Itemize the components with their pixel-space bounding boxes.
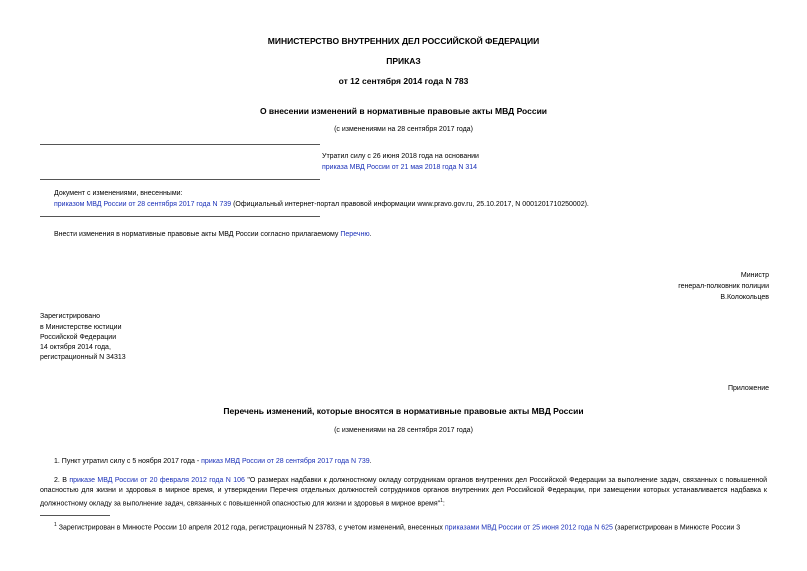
registration-line: в Министерстве юстиции (40, 324, 122, 331)
changes-line (54, 200, 589, 210)
signature-rank: генерал-полковник полиции (678, 283, 769, 290)
registration-line: Российской Федерации (40, 334, 117, 341)
document-date-number: от 12 сентября 2014 года N 783 (338, 76, 469, 86)
item-2-text: "О размерах надбавки к должностному окладу сотрудникам органов внутренних дел Российской Федерации за выполнение задач, связанных с повышенной опасностью для жизни и здоровья в мирное время, и утверждении Перечня отдельных должностей сотрудников органов внутренних дел Российской Федерации, при замещении которых устанавливается надбавка к должностному окладу за выполнение задач, связанных с повышенной опасностью для жизни и здоровья в мирное время" (40, 477, 767, 508)
repeal-order-link[interactable]: приказа МВД России от 21 мая 2018 года N 314 (322, 164, 478, 171)
divider (40, 179, 320, 180)
item-1-end: . (369, 458, 372, 465)
footnote-mark: 1 (54, 522, 57, 528)
registration-line: Зарегистрировано (40, 313, 100, 320)
appendix-label: Приложение (727, 385, 769, 392)
list-item-1 (54, 457, 372, 467)
item-2-link[interactable]: приказе МВД России от 20 февраля 2012 года N 106 (69, 477, 245, 484)
item-1-text: 1. Пункт утратил силу с 5 ноября 2017 года - (54, 458, 202, 465)
footnote (54, 520, 740, 533)
list-link[interactable]: Перечню (340, 231, 370, 238)
item-2-num: 2. В (54, 477, 70, 484)
amending-order-link[interactable]: приказом МВД России от 28 сентября 2017 года N 739 (54, 201, 232, 208)
item-1-link[interactable]: приказ МВД России от 28 сентября 2017 года N 739 (201, 458, 370, 465)
divider (40, 216, 320, 217)
appendix-title: Перечень изменений, которые вносятся в нормативные правовые акты МВД России (223, 406, 584, 416)
body-end: . (369, 231, 372, 238)
footnote-text: Зарегистрирован в Минюсте России 10 апреля 2012 года, регистрационный N 23783, с учетом изменений, внесенных (56, 524, 445, 532)
ministry-heading: МИНИСТЕРСТВО ВНУТРЕННИХ ДЕЛ РОССИЙСКОЙ ФЕДЕРАЦИИ (267, 36, 540, 46)
footnote-reference[interactable]: 1 (440, 498, 443, 504)
document-title: О внесении изменений в нормативные правовые акты МВД России (259, 106, 548, 116)
footnote-rest: (зарегистрирован в Минюсте России 3 (612, 524, 741, 532)
changes-source: (Официальный интернет-портал правовой информации www.pravo.gov.ru, 25.10.2017, N 0001201710250002). (231, 201, 589, 208)
document-type: ПРИКАЗ (386, 56, 421, 66)
footnote-divider (40, 515, 110, 516)
appendix-edition: (с изменениями на 28 сентября 2017 года) (334, 427, 473, 434)
signature-name: В.Колокольцев (720, 294, 769, 301)
changes-label: Документ с изменениями, внесенными: (54, 190, 183, 197)
status-line: Утратил силу с 26 июня 2018 года на основании (322, 153, 479, 160)
divider (40, 144, 320, 145)
body-text: Внести изменения в нормативные правовые акты МВД России согласно прилагаемому (54, 231, 341, 238)
item-2-end: : (442, 500, 445, 508)
list-item-2 (40, 476, 767, 509)
signature-title: Министр (740, 272, 769, 279)
document-edition: (с изменениями на 28 сентября 2017 года) (334, 126, 473, 133)
body-paragraph (54, 230, 372, 240)
footnote-link[interactable]: приказами МВД России от 25 июня 2012 года N 625 (444, 524, 613, 532)
registration-line: регистрационный N 34313 (40, 354, 126, 361)
registration-line: 14 октября 2014 года, (40, 344, 111, 351)
